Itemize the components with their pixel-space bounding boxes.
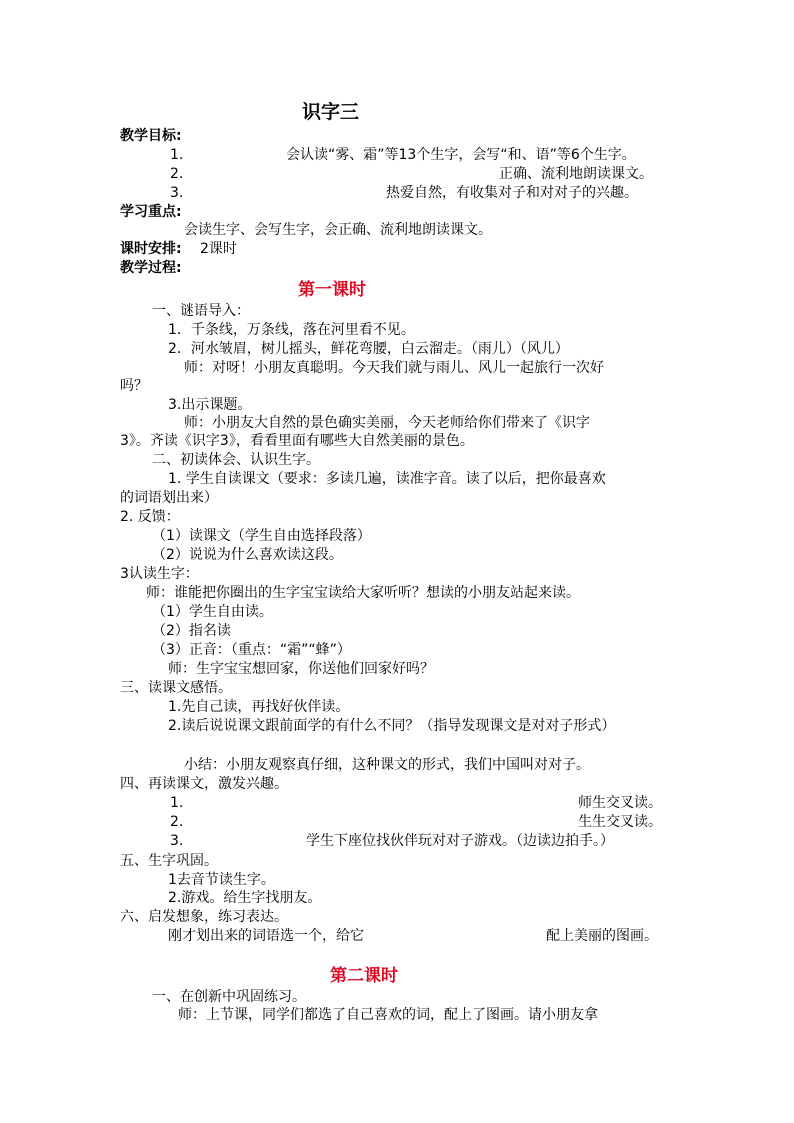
lesson1-line: 2. — [170, 814, 184, 830]
lesson1-line: 学生下座位找伙伴玩对对子游戏。（边读边拍手。） — [306, 833, 614, 849]
lesson1-line: （1）读课文（学生自由选择段落） — [152, 528, 371, 544]
lesson1-line: 配上美丽的图画。 — [546, 928, 658, 944]
lesson1-line: 3. — [170, 833, 184, 849]
lesson1-line: 师：小朋友大自然的景色确实美丽，今天老师给你们带来了《识字 — [184, 415, 590, 431]
lesson1-line: 1.先自己读，再找好伙伴读。 — [168, 699, 350, 715]
schedule-value: 2课时 — [200, 241, 237, 257]
objective-3-number: 3. — [170, 185, 184, 201]
lesson1-line: 2. 反馈： — [120, 509, 180, 525]
page-title: 识字三 — [302, 101, 360, 123]
lesson1-line: 2.读后说说课文跟前面学的有什么不同？（指导发现课文是对对子形式） — [168, 718, 616, 734]
lesson1-line: 的词语划出来） — [120, 490, 218, 506]
lesson1-line: （1）学生自由读。 — [152, 604, 273, 620]
key-points-heading: 学习重点: — [120, 204, 182, 220]
lesson1-line: 2．河水皱眉，树儿摇头，鲜花弯腰，白云溜走。（雨儿）（风儿） — [168, 341, 569, 357]
objective-2-text: 正确、流利地朗读课文。 — [499, 166, 653, 182]
process-heading: 教学过程: — [120, 260, 182, 276]
lesson1-line: 师：谁能把你圈出的生字宝宝读给大家听听？想读的小朋友站起来读。 — [146, 585, 580, 601]
lesson1-line: 小结：小朋友观察真仔细，这种课文的形式，我们中国叫对对子。 — [184, 757, 590, 773]
lesson1-line: 师生交叉读。 — [578, 795, 662, 811]
objective-2-number: 2. — [170, 166, 184, 182]
lesson1-line: 六、启发想象，练习表达。 — [120, 909, 288, 925]
key-points-text: 会读生字、会写生字，会正确、流利地朗读课文。 — [184, 222, 492, 238]
lesson1-line: （3）正音：（重点：“霜”“蜂”） — [152, 642, 351, 658]
objective-1-text: 会认读“雾、霜”等13个生字，会写“和、语”等6个生字。 — [286, 147, 636, 163]
lesson1-line: 1. — [170, 795, 184, 811]
lesson1-line: 1去音节读生字。 — [168, 872, 275, 888]
lesson1-line: 刚才划出来的词语选一个，给它 — [168, 928, 364, 944]
objective-3-text: 热爱自然，有收集对子和对对子的兴趣。 — [386, 185, 638, 201]
lesson1-line: 生生交叉读。 — [578, 814, 662, 830]
lesson1-line: 五、生字巩固。 — [120, 853, 218, 869]
lesson1-line: 三、读课文感悟。 — [120, 680, 232, 696]
lesson1-line: 师：生字宝宝想回家，你送他们回家好吗？ — [168, 661, 434, 677]
lesson1-line: 吗？ — [120, 378, 148, 394]
lesson1-line: 一、谜语导入： — [152, 303, 250, 319]
lesson1-line: 1. 学生自读课文（要求：多读几遍，读准字音。读了以后，把你最喜欢 — [168, 471, 606, 487]
objective-1-number: 1. — [170, 147, 184, 163]
lesson1-line: 二、初读体会、认识生字。 — [152, 452, 320, 468]
lesson1-line: 3认读生字： — [120, 566, 199, 582]
objectives-heading: 教学目标: — [120, 128, 182, 144]
lesson1-line: 3.出示课题。 — [168, 397, 252, 413]
lesson1-line: （2）说说为什么喜欢读这段。 — [152, 547, 343, 563]
schedule-heading: 课时安排: — [120, 241, 182, 257]
lesson1-line: 师：对呀！小朋友真聪明。今天我们就与雨儿、风儿一起旅行一次好 — [184, 360, 604, 376]
lesson2-heading: 第二课时 — [330, 966, 398, 986]
lesson1-line: 1．千条线，万条线，落在河里看不见。 — [168, 322, 415, 338]
lesson1-heading: 第一课时 — [298, 280, 366, 300]
lesson2-line: 师：上节课，同学们都选了自己喜欢的词，配上了图画。请小朋友拿 — [178, 1007, 598, 1023]
lesson1-line: 四、再读课文，激发兴趣。 — [120, 776, 288, 792]
lesson1-line: 2.游戏。给生字找朋友。 — [168, 890, 322, 906]
lesson1-line: （2）指名读 — [152, 623, 231, 639]
lesson1-line: 3》。齐读《识字3》，看看里面有哪些大自然美丽的景色。 — [120, 433, 474, 449]
lesson2-line: 一、在创新中巩固练习。 — [152, 989, 306, 1005]
